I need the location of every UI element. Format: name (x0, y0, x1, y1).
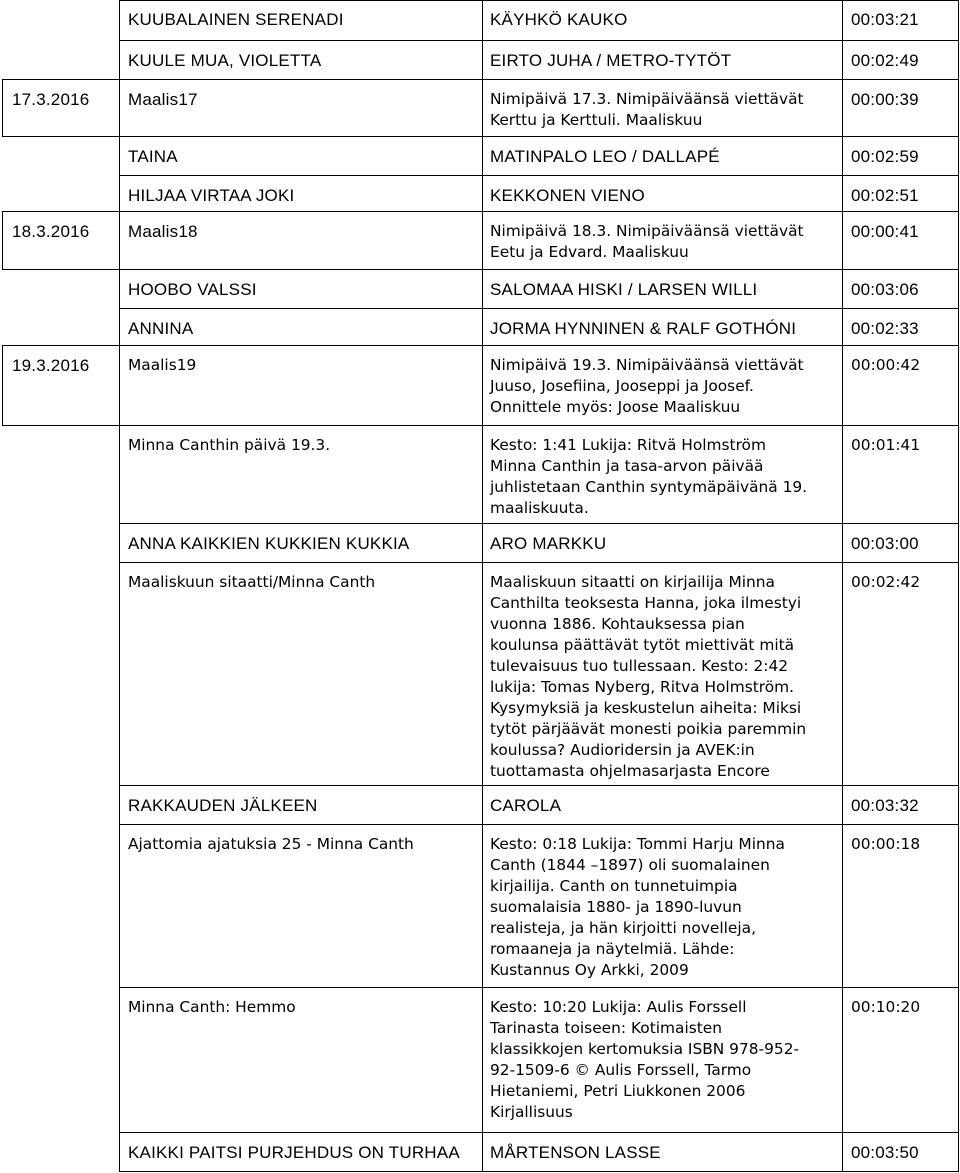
row-info-line: Minna Canthin ja tasa-arvon päivää (490, 457, 764, 475)
column-rule-info (482, 524, 483, 563)
row-title: ANNA KAIKKIEN KUKKIEN KUKKIA (128, 534, 410, 553)
row-border-bottom (2, 269, 958, 270)
column-rule-left (2, 80, 3, 137)
column-rule-title (119, 524, 120, 563)
column-rule-info (482, 988, 483, 1133)
row-border-bottom (119, 785, 958, 786)
column-rule-right (958, 346, 959, 426)
row-info-line: Hietaniemi, Petri Liukkonen 2006 (490, 1082, 746, 1100)
column-rule-duration (842, 0, 843, 41)
column-rule-right (958, 1133, 959, 1172)
row-border-bottom (119, 987, 958, 988)
row-duration: 00:02:59 (851, 147, 919, 166)
row-title: Maalis19 (128, 356, 197, 374)
column-rule-right (958, 80, 959, 137)
row-duration: 00:02:51 (851, 186, 919, 205)
column-rule-info (482, 786, 483, 825)
row-border-bottom (2, 136, 958, 137)
row-border-bottom (119, 523, 958, 524)
row-title: HILJAA VIRTAA JOKI (128, 186, 295, 205)
column-rule-right (958, 988, 959, 1133)
column-rule-duration (842, 212, 843, 270)
row-info-line: Maaliskuun sitaatti on kirjailija Minna (490, 573, 775, 591)
column-rule-duration (842, 270, 843, 309)
column-rule-duration (842, 137, 843, 176)
row-duration: 00:02:49 (851, 51, 919, 70)
column-rule-left (2, 346, 3, 426)
row-title: Maalis18 (128, 222, 198, 241)
row-info-line: Canth (1844 –1897) oli suomalainen (490, 856, 770, 874)
row-info-line: CAROLA (490, 796, 562, 815)
column-rule-duration (842, 524, 843, 563)
row-info-line: Kesto: 10:20 Lukija: Aulis Forssell (490, 998, 747, 1016)
column-rule-right (958, 426, 959, 524)
column-rule-title (119, 137, 120, 176)
row-info-line: KEKKONEN VIENO (490, 186, 645, 205)
row-info-line: koulussa? Audioridersin ja AVEK:in (490, 741, 755, 759)
column-rule-duration (842, 825, 843, 988)
row-info-line: EIRTO JUHA / METRO-TYTÖT (490, 51, 732, 70)
row-info-line: suomalaisia 1880- ja 1890-luvun (490, 898, 742, 916)
column-rule-title (119, 825, 120, 988)
row-duration: 00:02:33 (851, 319, 919, 338)
row-border-bottom (119, 1171, 958, 1172)
row-info-line: vuonna 1886. Kohtauksessa pian (490, 615, 745, 633)
row-border-bottom (119, 824, 958, 825)
column-rule-duration (842, 988, 843, 1133)
row-info-line: kirjailija. Canth on tunnetuimpia (490, 877, 738, 895)
row-info-line: ARO MARKKU (490, 534, 607, 553)
row-info-line: klassikkojen kertomuksia ISBN 978-952- (490, 1040, 800, 1058)
row-title: Minna Canthin päivä 19.3. (128, 436, 331, 454)
row-duration: 00:01:41 (851, 436, 921, 454)
row-info-line: Nimipäivä 17.3. Nimipäiväänsä viettävät (490, 90, 804, 108)
column-rule-left (2, 212, 3, 270)
row-title: Ajattomia ajatuksia 25 - Minna Canth (128, 835, 414, 853)
column-rule-info (482, 41, 483, 80)
column-rule-title (119, 1133, 120, 1172)
row-border-bottom (2, 211, 958, 212)
column-rule-right (958, 825, 959, 988)
column-rule-info (482, 176, 483, 212)
column-rule-right (958, 309, 959, 346)
column-rule-right (958, 563, 959, 786)
row-duration: 00:03:00 (851, 534, 919, 553)
row-duration: 00:00:18 (851, 835, 921, 853)
row-info-line: Eetu ja Edvard. Maaliskuu (490, 243, 689, 261)
row-border-bottom (119, 40, 958, 41)
row-info-line: Nimipäivä 19.3. Nimipäiväänsä viettävät (490, 356, 804, 374)
column-rule-right (958, 0, 959, 41)
row-duration: 00:00:42 (851, 356, 921, 374)
row-info-line: juhlistetaan Canthin syntymäpäivänä 19. (490, 478, 808, 496)
row-info-line: romaaneja ja näytelmiä. Lähde: (490, 940, 735, 958)
row-info-line: Nimipäivä 18.3. Nimipäiväänsä viettävät (490, 222, 804, 240)
row-title: Maalis17 (128, 90, 198, 109)
row-info-line: lukija: Tomas Nyberg, Ritva Holmström. (490, 678, 795, 696)
row-info-line: Canthilta teoksesta Hanna, joka ilmestyi (490, 594, 802, 612)
column-rule-title (119, 346, 120, 426)
column-rule-info (482, 426, 483, 524)
row-border-bottom (2, 345, 958, 346)
row-duration: 00:10:20 (851, 998, 921, 1016)
column-rule-title (119, 786, 120, 825)
row-info-line: SALOMAA HISKI / LARSEN WILLI (490, 280, 758, 299)
column-rule-info (482, 137, 483, 176)
column-rule-title (119, 563, 120, 786)
row-info-line: realisteja, ja hän kirjoitti novelleja, (490, 919, 756, 937)
column-rule-info (482, 825, 483, 988)
row-info-line: Tarinasta toiseen: Kotimaisten (490, 1019, 722, 1037)
row-info-line: maaliskuuta. (490, 499, 589, 517)
column-rule-title (119, 41, 120, 80)
row-border-bottom (119, 308, 958, 309)
row-duration: 00:03:50 (851, 1143, 919, 1162)
row-info-line: Kesto: 0:18 Lukija: Tommi Harju Minna (490, 835, 785, 853)
column-rule-info (482, 309, 483, 346)
row-info-line: Juuso, Josefiina, Jooseppi ja Joosef. (490, 377, 754, 395)
row-border-bottom (119, 562, 958, 563)
column-rule-right (958, 41, 959, 80)
column-rule-info (482, 346, 483, 426)
row-title: RAKKAUDEN JÄLKEEN (128, 796, 318, 815)
column-rule-right (958, 137, 959, 176)
column-rule-title (119, 270, 120, 309)
row-date: 17.3.2016 (12, 90, 90, 109)
row-info-line: tytöt pärjäävät monesti poikia paremmin (490, 720, 807, 738)
row-duration: 00:03:32 (851, 796, 919, 815)
column-rule-info (482, 563, 483, 786)
row-info-line: tulevaisuus tuo tullessaan. Kesto: 2:42 (490, 657, 789, 675)
row-date: 19.3.2016 (12, 356, 90, 375)
column-rule-duration (842, 426, 843, 524)
column-rule-duration (842, 41, 843, 80)
row-info-line: 92-1509-6 © Aulis Forssell, Tarmo (490, 1061, 752, 1079)
row-info-line: JORMA HYNNINEN & RALF GOTHÓNI (490, 319, 797, 338)
row-title: ANNINA (128, 319, 194, 338)
column-rule-info (482, 270, 483, 309)
column-rule-duration (842, 563, 843, 786)
row-border-bottom (2, 79, 958, 80)
column-rule-title (119, 0, 120, 41)
row-title: Maaliskuun sitaatti/Minna Canth (128, 573, 376, 591)
column-rule-title (119, 988, 120, 1133)
row-title: Minna Canth: Hemmo (128, 998, 296, 1016)
row-info-line: Kerttu ja Kerttuli. Maaliskuu (490, 111, 703, 129)
row-border-top (119, 0, 958, 1)
row-duration: 00:03:21 (851, 10, 919, 29)
column-rule-right (958, 270, 959, 309)
row-duration: 00:03:06 (851, 280, 919, 299)
row-border-bottom (119, 1132, 958, 1133)
row-info-line: tuottamasta ohjelmasarjasta Encore (490, 762, 770, 780)
column-rule-title (119, 426, 120, 524)
column-rule-duration (842, 346, 843, 426)
column-rule-info (482, 212, 483, 270)
row-title: KUUBALAINEN SERENADI (128, 10, 344, 29)
row-duration: 00:00:41 (851, 222, 919, 241)
column-rule-title (119, 80, 120, 137)
row-info-line: koulunsa päättävät tytöt miettivät mitä (490, 636, 795, 654)
column-rule-right (958, 524, 959, 563)
column-rule-duration (842, 176, 843, 212)
row-title: HOOBO VALSSI (128, 280, 257, 299)
row-duration: 00:02:42 (851, 573, 921, 591)
column-rule-right (958, 176, 959, 212)
column-rule-duration (842, 80, 843, 137)
row-info-line: KÄYHKÖ KAUKO (490, 10, 628, 29)
row-border-bottom (2, 425, 958, 426)
row-info-line: Kirjallisuus (490, 1103, 573, 1121)
row-duration: 00:00:39 (851, 90, 919, 109)
row-date: 18.3.2016 (12, 222, 90, 241)
column-rule-right (958, 212, 959, 270)
row-info-line: Kysymyksiä ja keskustelun aiheita: Miksi (490, 699, 802, 717)
column-rule-duration (842, 786, 843, 825)
column-rule-title (119, 176, 120, 212)
column-rule-info (482, 80, 483, 137)
column-rule-duration (842, 1133, 843, 1172)
row-info-line: Onnittele myös: Joose Maaliskuu (490, 398, 741, 416)
row-info-line: Kustannus Oy Arkki, 2009 (490, 961, 689, 979)
column-rule-title (119, 212, 120, 270)
row-info-line: Kesto: 1:41 Lukija: Ritvä Holmström (490, 436, 766, 454)
column-rule-title (119, 309, 120, 346)
row-title: TAINA (128, 147, 178, 166)
row-border-bottom (119, 175, 958, 176)
column-rule-right (958, 786, 959, 825)
column-rule-duration (842, 309, 843, 346)
column-rule-info (482, 1133, 483, 1172)
row-info-line: MATINPALO LEO / DALLAPÉ (490, 147, 720, 166)
column-rule-info (482, 0, 483, 41)
row-title: KUULE MUA, VIOLETTA (128, 51, 322, 70)
row-title: KAIKKI PAITSI PURJEHDUS ON TURHAA (128, 1143, 460, 1162)
row-info-line: MÅRTENSON LASSE (490, 1143, 661, 1162)
